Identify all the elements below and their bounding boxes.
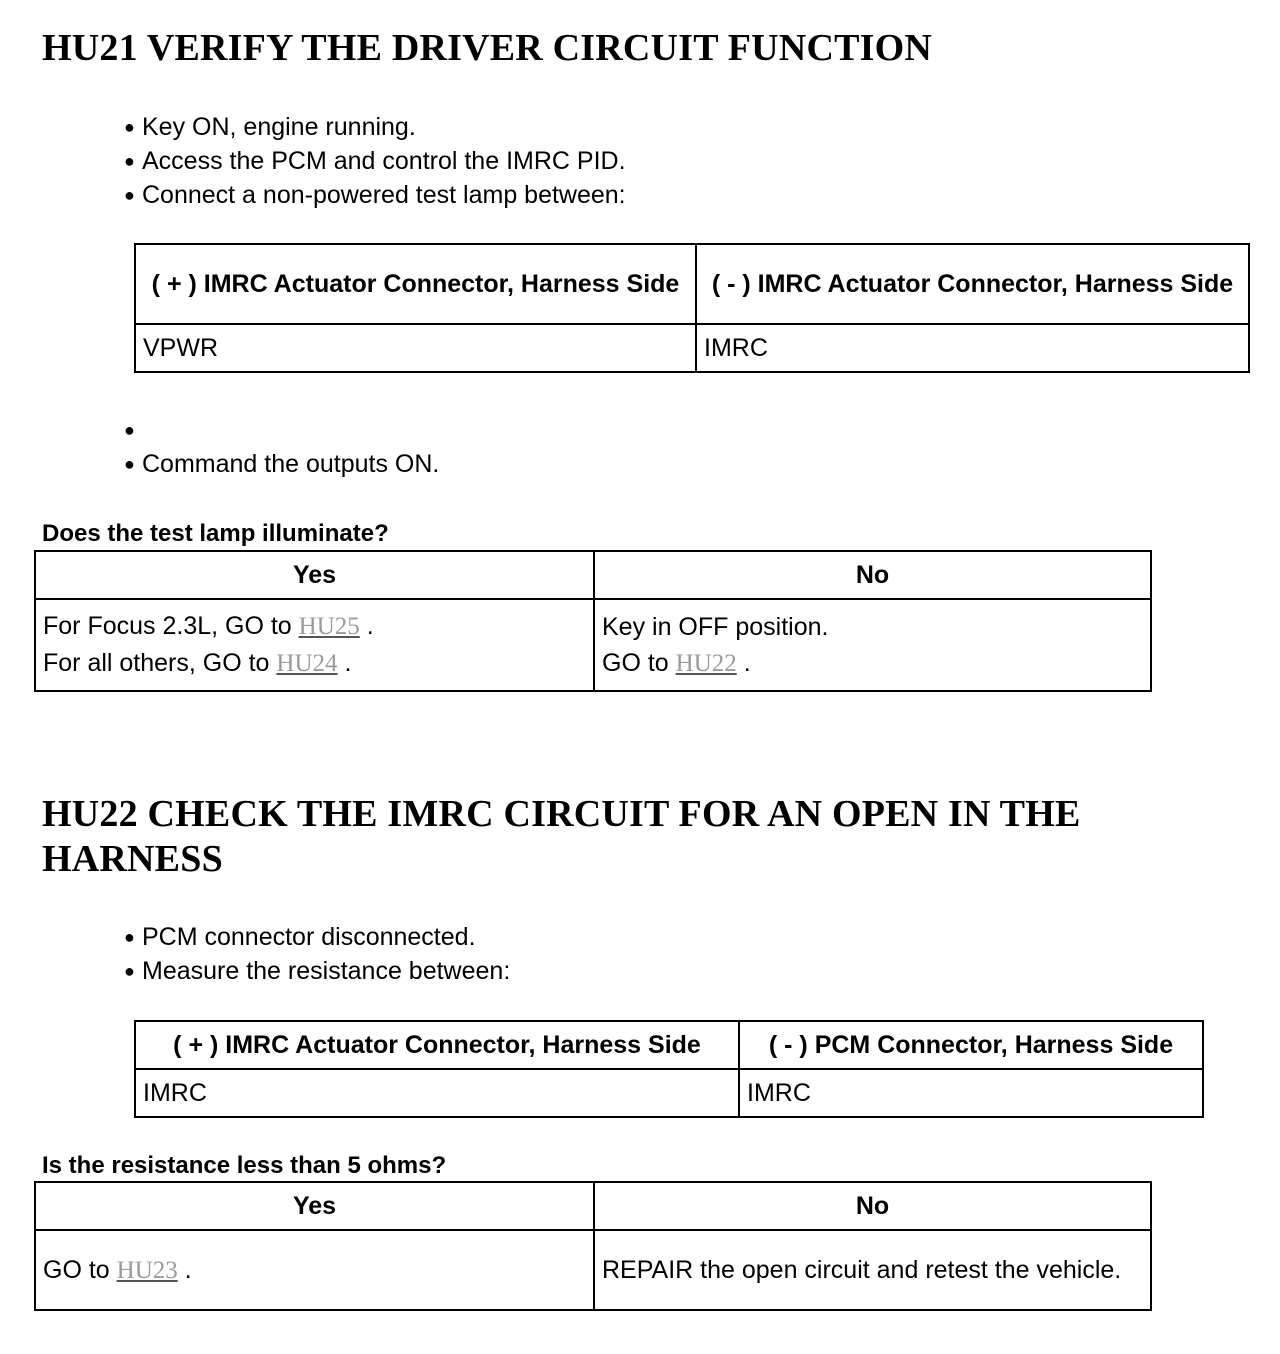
list-item: ● Connect a non-powered test lamp between: [124, 178, 626, 212]
list-item: ● Access the PCM and control the IMRC PID. [124, 144, 626, 178]
hu21-steps [124, 110, 626, 212]
yes-cell [35, 599, 594, 691]
hu22-question: Is the resistance less than 5 ohms? [42, 1152, 447, 1179]
no-header: No [594, 1182, 1151, 1230]
hu21-steps-after [124, 413, 439, 481]
list-item [124, 413, 439, 447]
link-hu25[interactable]: HU25 [298, 613, 360, 640]
hu21-title: HU21 VERIFY THE DRIVER CIRCUIT FUNCTION [42, 27, 933, 69]
no-cell [594, 599, 1151, 691]
hu21-question: Does the test lamp illuminate? [42, 520, 389, 547]
table-cell: IMRC [739, 1069, 1203, 1117]
table-header: ( + ) IMRC Actuator Connector, Harness Side [135, 244, 696, 324]
hu22-title: HU22 CHECK THE IMRC CIRCUIT FOR AN OPEN IN THE HARNESS [42, 793, 1081, 880]
link-hu22[interactable]: HU22 [675, 649, 737, 677]
bullet-icon: ● [124, 185, 135, 205]
bullet-icon: ● [124, 151, 135, 171]
list-item: ● PCM connector disconnected. [124, 920, 510, 954]
link-hu24[interactable]: HU24 [276, 650, 338, 677]
yes-line: For all others, GO to HU24 . [43, 649, 352, 677]
table-header: ( - ) PCM Connector, Harness Side [739, 1021, 1203, 1069]
hu22-steps [124, 920, 510, 988]
yes-line: For Focus 2.3L, GO to HU25 . [43, 612, 374, 640]
table-header: ( - ) IMRC Actuator Connector, Harness Side [696, 244, 1249, 324]
bullet-icon: ● [124, 961, 135, 981]
list-item: ● Command the outputs ON. [124, 447, 439, 481]
table-header: ( + ) IMRC Actuator Connector, Harness Side [135, 1021, 739, 1069]
hu21-result-table [34, 550, 1152, 692]
hu22-result-table [34, 1181, 1152, 1311]
list-item: ● Measure the resistance between: [124, 954, 510, 988]
hu21-connector-table [134, 243, 1250, 373]
hu22-connector-table [134, 1020, 1204, 1118]
no-header: No [594, 551, 1151, 599]
bullet-icon: ● [124, 454, 135, 474]
bullet-icon: ● [124, 117, 135, 137]
yes-header: Yes [35, 1182, 594, 1230]
table-cell: IMRC [135, 1069, 739, 1117]
bullet-icon: ● [124, 927, 135, 947]
yes-header: Yes [35, 551, 594, 599]
yes-cell: GO to HU23 . [35, 1230, 594, 1310]
no-line: Key in OFF position. [602, 612, 829, 641]
list-item: ● Key ON, engine running. [124, 110, 626, 144]
table-cell: VPWR [135, 324, 696, 372]
no-line: GO to HU22 . [602, 648, 751, 677]
table-cell: IMRC [696, 324, 1249, 372]
no-cell: REPAIR the open circuit and retest the vehicle. [594, 1230, 1151, 1310]
bullet-icon: ● [124, 420, 135, 440]
link-hu23[interactable]: HU23 [116, 1256, 178, 1284]
